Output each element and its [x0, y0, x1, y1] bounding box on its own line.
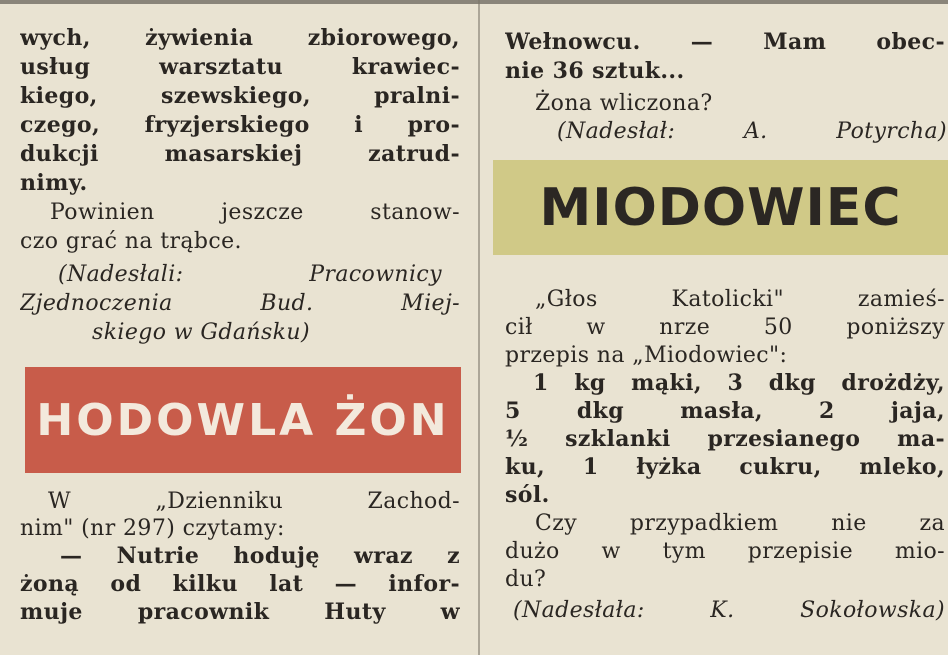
top-rule — [0, 0, 948, 4]
text-line: przepis na „Miodowiec": — [505, 343, 788, 368]
text-line: czego, fryzjerskiego i pro- — [20, 112, 460, 138]
text-line: nimy. — [20, 170, 88, 196]
text-line: „Głos Katolicki" zamieś- — [535, 287, 945, 312]
heading-hodowla-zon: HODOWLA ŻON — [25, 367, 461, 473]
text-line: Żona wliczona? — [535, 91, 713, 116]
recipe-line: ku, 1 łyżka cukru, mleko, — [505, 454, 945, 480]
signature-line: (Nadesłała: K. Sokołowska) — [513, 598, 945, 623]
text-line: Powinien jeszcze stanow- — [50, 200, 460, 225]
signature-line: skiego w Gdańsku) — [92, 320, 310, 345]
text-line: usług warsztatu krawiec- — [20, 54, 460, 80]
signature-line: (Nadesłali: Pracownicy — [58, 262, 442, 287]
recipe-line: sól. — [505, 482, 550, 508]
text-line: żoną od kilku lat — infor- — [20, 571, 460, 597]
signature-line: Zjednoczenia Bud. Miej- — [20, 291, 460, 316]
recipe-line: 1 kg mąki, 3 dkg drożdży, — [533, 370, 945, 396]
text-line: Czy przypadkiem nie za — [535, 511, 945, 536]
recipe-line: 5 dkg masła, 2 jaja, — [505, 398, 945, 424]
signature-line: (Nadesłał: A. Potyrcha) — [557, 119, 947, 144]
text-line: kiego, szewskiego, pralni- — [20, 83, 460, 109]
text-line: dukcji masarskiej zatrud- — [20, 141, 460, 167]
text-line: cił w nrze 50 poniższy — [505, 315, 945, 340]
recipe-line: ½ szklanki przesianego ma- — [505, 426, 945, 452]
text-line: Wełnowcu. — Mam obec- — [505, 29, 945, 55]
text-line: nim" (nr 297) czytamy: — [20, 516, 285, 541]
text-line: W „Dzienniku Zachod- — [48, 489, 460, 514]
text-line: wych, żywienia zbiorowego, — [20, 25, 460, 51]
column-divider — [478, 0, 480, 655]
text-line: — Nutrie hoduję wraz z — [60, 543, 460, 569]
heading-miodowiec: MIODOWIEC — [493, 160, 948, 255]
text-line: czo grać na trąbce. — [20, 229, 242, 254]
text-line: du? — [505, 567, 547, 592]
text-line: nie 36 sztuk... — [505, 58, 685, 84]
text-line: muje pracownik Huty w — [20, 599, 460, 625]
text-line: dużo w tym przepisie mio- — [505, 539, 945, 564]
